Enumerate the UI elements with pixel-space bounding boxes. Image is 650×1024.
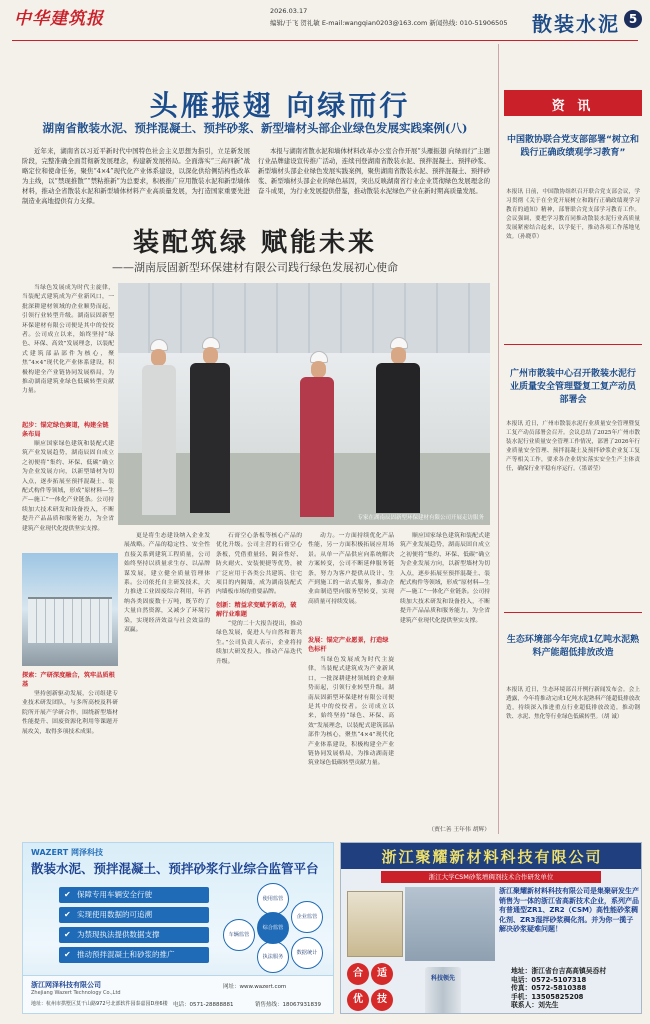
sidebar-rule-2 (504, 612, 642, 613)
lead-subheadline: 湖南省散装水泥、预拌混凝土、预拌砂浆、新型墙材头部企业绿色发展实践案例(八) (42, 121, 468, 135)
article-paragraph-2: 顺应国家绿色建筑和装配式建筑产业发展趋势，湖南辰固自成立之初便将“集约、环保、低碳”确立为企业发展方向，以新型墙材为切入点，逐步拓展至预拌混凝土、装配式构件等领域，形成“原材料—生产—施工”一体化产业链条。公司持续加大技术研发和设备投入，不断提升产品品质和服务能力，为全省建筑产业现代化提供坚实支撑。 (22, 441, 114, 532)
ad-wazert-item-2: ✔ 实现使用数据的可追溯 (59, 907, 209, 923)
ad-wazert-footer (23, 975, 334, 1014)
article-column-4: 动力。一方面持续优化产品性能，另一方面积极拓展应用场景。从单一产品供应向系统解决方案转变，公司不断延伸服务链条，努力为客户提供从设计、生产到施工的一站式服务，推动企业由制造型向服务型转变，实现高质量可持续发展。 (308, 533, 394, 605)
ad-juyao-address: 地址：浙江省台吉高高镇吴岙村 (511, 967, 607, 975)
slogan-char-1: 合 (347, 963, 369, 985)
article-secondary-photo (22, 553, 118, 666)
ad-juyao-contact (511, 967, 639, 1010)
article-paragraph-1: 当绿色发展成为时代主旋律，当装配式建筑成为产业新风口，一批深耕建材领域的企业顺势而起，引领行业转型升级。湖南辰固新型环保建材有限公司便是其中的佼佼者。公司成立以来，始终坚持“绿色、环保、高效”发展理念，以装配式建筑部品部件为核心，聚焦“4×4”现代化产业体系建设，积极构建全产业链协同发展格局，为推动湖南建筑业绿色低碳转型贡献力量。 (22, 285, 114, 395)
article-subsection-1: 起步：锚定绿色赛道，构建全链条布局 (22, 422, 109, 438)
ad-wazert-address: 地址：杭州市拱墅区莫干山路972号北部软件园泰嘉园D座6楼 (31, 1001, 168, 1007)
ad-juyao-tel: 电话：0572-5107318 (511, 975, 587, 984)
ad-wazert-banner: 散装水泥、预拌混凝土、预拌砂浆行业综合监管平台 (31, 861, 319, 876)
ad-juyao-fax: 传真：0572-5810388 (511, 984, 587, 993)
ad-juyao-subtitle: 浙江大学CSM砂浆增稠剂技术合作研发单位 (381, 871, 601, 883)
ad-wazert-website: 网址：www.wazert.com (223, 984, 287, 990)
article-title: 装配筑绿 赋能未来 (132, 228, 378, 258)
ad-juyao-silo (425, 967, 461, 1013)
article-column-2: 更是将生态建设纳入企业发展战略。产品的稳定性、安全性直接关系到建筑工程质量，公司始终坚持以质量求生存、以品牌谋发展，建立健全质量管理体系。公司依托自主研发技术，大力推进工业固废综合利用，年消纳各类固废数十万吨，既节约了大量自然资源，又减少了环境污染，实现经济效益与社会效益的双赢。 (124, 533, 210, 634)
article-subsection-3: 创新：精益求变赋予新动，破解行业难题 (216, 602, 297, 618)
ad-juyao-slogan (347, 963, 403, 1013)
news-3-text: 本报讯 近日，生态环境部召开例行新闻发布会。会上透露，今年将推动完成1亿吨水泥熟料产能超低排放改造，持续深入推进重点行业超低排放改造，推动钢铁、水泥、焦化等行业绿色低碳转型。（胡 诚） (506, 687, 640, 720)
lead-intro-left: 近年来，湖南省以习近平新时代中国特色社会主义思想为指引，立足新发展阶段，完整准确全面贯彻新发展理念，构建新发展格局。全面落实“三高四新”战略定位和使命任务，聚焦“4×4”现代化产业体系建设，以深化供给侧结构性改革为主线，以“禁现推散”“禁粘推新”为总要求，积极推广应用散装水泥和新型墙体材料，推动全省散装水泥和新型墙体材料产业高质量发展，为打造国家重要先进制造业高地提供有力支撑。 (22, 147, 250, 205)
news-2-text: 本报讯 近日，广州市散装水泥行业质量安全管理暨复工复产动员部署会召开。会议总结了2025年广州市散装水泥行业质量安全管理工作情况，部署了2026年行业质量安全管理、预拌混凝土及预拌砂浆企业复工复产等相关工作，要求各企业切实落实安全生产主体责任，确保行业平稳有序运行。（墨诺莹） (506, 421, 640, 472)
slogan-char-4: 技 (371, 989, 393, 1011)
sidebar-header (504, 90, 642, 116)
article-main-photo (118, 283, 490, 525)
ad-bubble-6: 综合监管 (257, 912, 289, 944)
article-column-4b: 当绿色发展成为时代主旋律，当装配式建筑成为产业新风口，一批深耕建材领域的企业顺势而起，引领行业转型升级。湖南辰固新型环保建材有限公司便是其中的佼佼者。公司成立以来，始终坚持“绿色、环保、高效”发展理念，以装配式建筑部品部件为核心，聚焦“4×4”现代化产业体系建设，积极构建全产业链协同发展格局，为推动湖南建筑业绿色低碳转型贡献力量。 (308, 657, 394, 767)
ad-wazert-brand: WAZERT 网泽科技 (31, 848, 103, 857)
ad-wazert-item-4: ✔ 推动预拌混凝土和砂浆的推广 (59, 947, 209, 963)
article-column-3b: “党的二十大报告提出，推动绿色发展，促进人与自然和谐共生。”公司负责人表示，企业将持续加大研发投入，推动产品迭代升级。 (216, 621, 302, 665)
ad-wazert-sales: 销售热线：18067931839 (255, 1002, 321, 1008)
ad-bubble-1: 使用监管 (257, 883, 289, 915)
section-title: 散装水泥 (532, 12, 620, 36)
ad-juyao-factory-photo (405, 887, 495, 961)
ad-wazert-item-1: ✔ 保障专用车辆安全行驶 (59, 887, 209, 903)
ad-wazert-company-en: Zhejiang Wazert Technology Co.,Ltd (31, 990, 121, 996)
ad-juyao-description: 浙江聚耀新材料科技有限公司是集聚研发生产销售为一体的浙江省高新技术企业，系列产品有普通型ZR1、ZR2（CSM）高性能砂浆稠化剂、ZR3湿拌砂浆稠化剂。并为你一揽子解决砂浆疑难问题！ (499, 887, 639, 934)
ad-juyao-silo-text: 科技领先 (430, 975, 455, 982)
issue-date: 2026.03.17 (270, 7, 308, 15)
factory-roof (118, 283, 490, 353)
news-3-title: 生态环境部今年完成1亿吨水泥熟料产能超低排放改造 (506, 635, 640, 658)
ad-bubble-3: 数据统计 (291, 937, 323, 969)
news-1-title: 中国散协联合党支部部署“树立和践行正确政绩观学习教育” (507, 135, 639, 158)
ad-wazert-phone: 电话：0571-28888881 (173, 1002, 234, 1008)
ad-juyao-product-bag (347, 891, 403, 957)
news-2-title: 广州市散装中心召开散装水泥行业质量安全管理暨复工复产动员部署会 (509, 369, 636, 405)
article-subsection-4: 发展：锚定产业愿景，打造绿色标杆 (308, 637, 389, 653)
article-subsection-2: 探索：产研深度融合，筑牢品质根基 (22, 672, 115, 688)
lead-intro-right: 本报与湖南省散水泥和墙体材料改革办公室合作开展“头雁振翅 向绿而行”主题行业品牌建设宣传推广活动，连续刊登湖南省散装水泥、预拌混凝土、预拌砂浆、新型墙材头部企业绿色发展实践案例，聚焦湖南省散装水泥、预拌混凝土、预拌砂浆、新型墙材头部企业的绿色基因，突出反映湖南省行业企业贯彻绿色发展理念的奋斗成果，为行业发展提供借鉴，推动散装水泥绿色产业在新时期高质量发展。 (258, 147, 490, 195)
ad-bubble-4: 执法服务 (257, 941, 289, 973)
sidebar-header-label: 资 讯 (551, 99, 595, 114)
ad-juyao-mobile: 手机：13505825208 (511, 992, 584, 1001)
ad-juyao-title: 浙江聚耀新材料科技有限公司 (381, 848, 603, 866)
article-column-5: 顺应国家绿色建筑和装配式建筑产业发展趋势，湖南辰固自成立之初便将“集约、环保、低碳”确立为企业发展方向，以新型墙材为切入点，逐步拓展至预拌混凝土、装配式构件等领域，形成“原材料—生产—施工”一体化产业链条。公司持续加大技术研发和设备投入，不断提升产品品质和服务能力，为全省建筑产业现代化提供坚实支撑。 (400, 533, 490, 624)
article-author: （贾仁善 王年伟 胡辉） (428, 827, 490, 833)
editors-line: 编辑/于飞 贺礼敏 E-mail:wangqian0203@163.com 新闻热线: 010-51906505 (270, 19, 508, 27)
greenhouse-structure (28, 597, 112, 643)
article-paragraph-3: 坚持创新驱动发展，公司组建专业技术研发团队，与多所高校及科研院所开展产学研合作，围绕新型墙材性能提升、固废资源化利用等课题开展攻关，取得多项技术成果。 (22, 691, 118, 735)
ad-wazert-diagram (223, 883, 323, 973)
ad-juyao (340, 842, 642, 1014)
header-rule (12, 40, 638, 41)
lead-headline: 头雁振翅 向绿而行 (149, 89, 411, 122)
news-1-text: 本报讯 日前，中国散协组织召开联合党支部会议，学习贯彻《关于在全党开展树立和践行正确政绩观学习教育的通知》精神，部署联合党支部学习教育工作。会议强调，要把学习教育同推动散装水泥行业高质量发展紧密结合起来，以学促干，推动各项工作落地见效。（孙晓草） (506, 189, 640, 240)
sidebar-rule-1 (504, 344, 642, 345)
ad-juyao-titlebar (341, 843, 642, 869)
ad-wazert-item-3: ✔ 为禁现执法提供数据支撑 (59, 927, 209, 943)
article-subtitle: ——湖南辰固新型环保建材有限公司践行绿色发展初心使命 (112, 261, 398, 274)
article-column-3: 石膏空心条板等核心产品的优化升级。公司主营的石膏空心条板，凭借重量轻、隔音性好、防火耐火、安装便捷等优势，被广泛应用于各类公共建筑、住宅项目的内隔墙，成为湖南装配式内墙板市场的重要品牌。 (216, 533, 302, 596)
photo-caption: 专家在湖南辰固新型环保建材有限公司开展走访服务 (357, 515, 484, 521)
sidebar-divider (498, 44, 499, 834)
slogan-char-2: 适 (371, 963, 393, 985)
slogan-char-3: 优 (347, 989, 369, 1011)
ad-wazert (22, 842, 334, 1014)
page-number: 5 (624, 10, 642, 28)
ad-bubble-2: 企业监管 (291, 901, 323, 933)
masthead-logo: 中华建筑报 (14, 9, 104, 29)
ad-bubble-5: 车辆监管 (223, 919, 255, 951)
ad-wazert-company: 浙江网泽科技有限公司 (31, 981, 101, 989)
ad-juyao-contact-person: 联系人：刘先生 (511, 1001, 559, 1010)
